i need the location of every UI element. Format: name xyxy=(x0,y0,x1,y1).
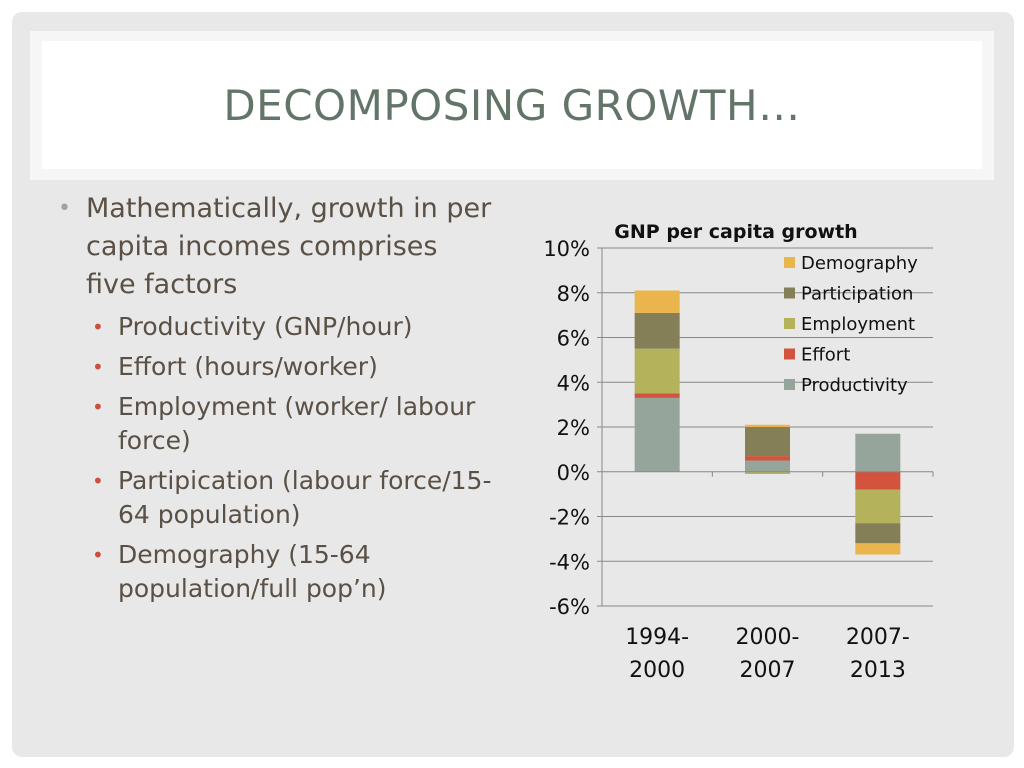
y-axis-ticks xyxy=(543,237,602,619)
main-bullet-text: Mathematically, growth in per capita incomes comprises five factors xyxy=(86,193,492,300)
sub-bullet-productivity xyxy=(54,310,494,344)
y-tick-label: 2% xyxy=(556,416,590,440)
legend-label-effort: Effort xyxy=(801,344,851,366)
slide-title: DECOMPOSING GROWTH… xyxy=(223,80,801,130)
title-box xyxy=(42,41,982,169)
bullet-list xyxy=(54,190,494,606)
gnp-growth-chart xyxy=(520,208,970,698)
bar-participation-2000-2007 xyxy=(745,427,790,456)
y-tick-label: 0% xyxy=(556,460,590,485)
x-tick-label-line: 2000- xyxy=(735,625,800,650)
bar-productivity-2000-2007 xyxy=(745,461,790,472)
sub-bullet-text: Employment (worker/ labour force) xyxy=(118,392,476,455)
sub-bullet-participation xyxy=(54,464,494,532)
title-band xyxy=(30,31,994,180)
bar-productivity-2007-2013 xyxy=(855,434,900,472)
legend-label-demography: Demography xyxy=(801,253,918,274)
sub-bullet-effort xyxy=(54,350,494,384)
bullet-dot: • xyxy=(92,315,104,339)
y-tick-label: 6% xyxy=(556,326,590,351)
bar-demography-2000-2007 xyxy=(745,425,790,427)
bar-employment-1994-2000 xyxy=(635,349,680,394)
chart-title: GNP per capita growth xyxy=(614,221,858,243)
legend-swatch-demography xyxy=(784,257,795,268)
legend-swatch-productivity xyxy=(784,379,795,390)
bar-participation-1994-2000 xyxy=(635,313,680,349)
y-tick-label: -4% xyxy=(549,550,590,575)
bar-effort-2000-2007 xyxy=(745,456,790,460)
y-tick-label: 4% xyxy=(556,371,590,396)
x-tick-label-line: 2013 xyxy=(849,658,906,683)
bar-demography-1994-2000 xyxy=(635,291,680,313)
bar-demography-2007-2013 xyxy=(855,543,900,554)
bullet-dot: • xyxy=(92,543,104,567)
sub-bullet-list xyxy=(54,310,494,606)
y-tick-label: -6% xyxy=(549,595,590,619)
x-tick-label-line: 2007- xyxy=(845,625,910,650)
main-bullet xyxy=(54,190,494,304)
x-tick-label-line: 2000 xyxy=(629,658,686,683)
legend-label-participation: Participation xyxy=(801,283,914,305)
chart-legend xyxy=(784,253,918,396)
chart-svg xyxy=(520,208,970,698)
sub-bullet-text: Effort (hours/worker) xyxy=(118,352,378,381)
bullet-dot: • xyxy=(58,196,71,221)
y-tick-label: -2% xyxy=(549,505,590,530)
y-tick-label: 10% xyxy=(543,237,590,261)
legend-swatch-effort xyxy=(784,349,795,360)
x-tick-label xyxy=(846,625,910,683)
bullet-dot: • xyxy=(92,395,104,419)
bullet-dot: • xyxy=(92,355,104,379)
bar-employment-2007-2013 xyxy=(855,490,900,524)
sub-bullet-text: Demography (15-64 population/full pop’n) xyxy=(118,540,387,603)
bullet-dot: • xyxy=(92,469,104,493)
legend-label-employment: Employment xyxy=(801,314,916,335)
sub-bullet-text: Partipication (labour force/15-64 population) xyxy=(118,466,492,529)
x-tick-label-line: 2007 xyxy=(739,658,796,683)
x-tick-label xyxy=(736,625,800,683)
x-tick-label-line: 1994- xyxy=(625,625,690,650)
sub-bullet-text: Productivity (GNP/hour) xyxy=(118,312,413,341)
x-axis-ticks xyxy=(625,625,910,683)
sub-bullet-employment xyxy=(54,390,494,458)
legend-swatch-participation xyxy=(784,288,795,299)
legend-swatch-employment xyxy=(784,318,795,329)
legend-label-productivity: Productivity xyxy=(801,375,908,396)
bar-effort-2007-2013 xyxy=(855,472,900,490)
bar-productivity-1994-2000 xyxy=(635,398,680,472)
bar-participation-2007-2013 xyxy=(855,523,900,543)
x-tick-label xyxy=(625,625,689,683)
bar-effort-1994-2000 xyxy=(635,393,680,397)
y-tick-label: 8% xyxy=(556,281,590,306)
sub-bullet-demography xyxy=(54,538,494,606)
